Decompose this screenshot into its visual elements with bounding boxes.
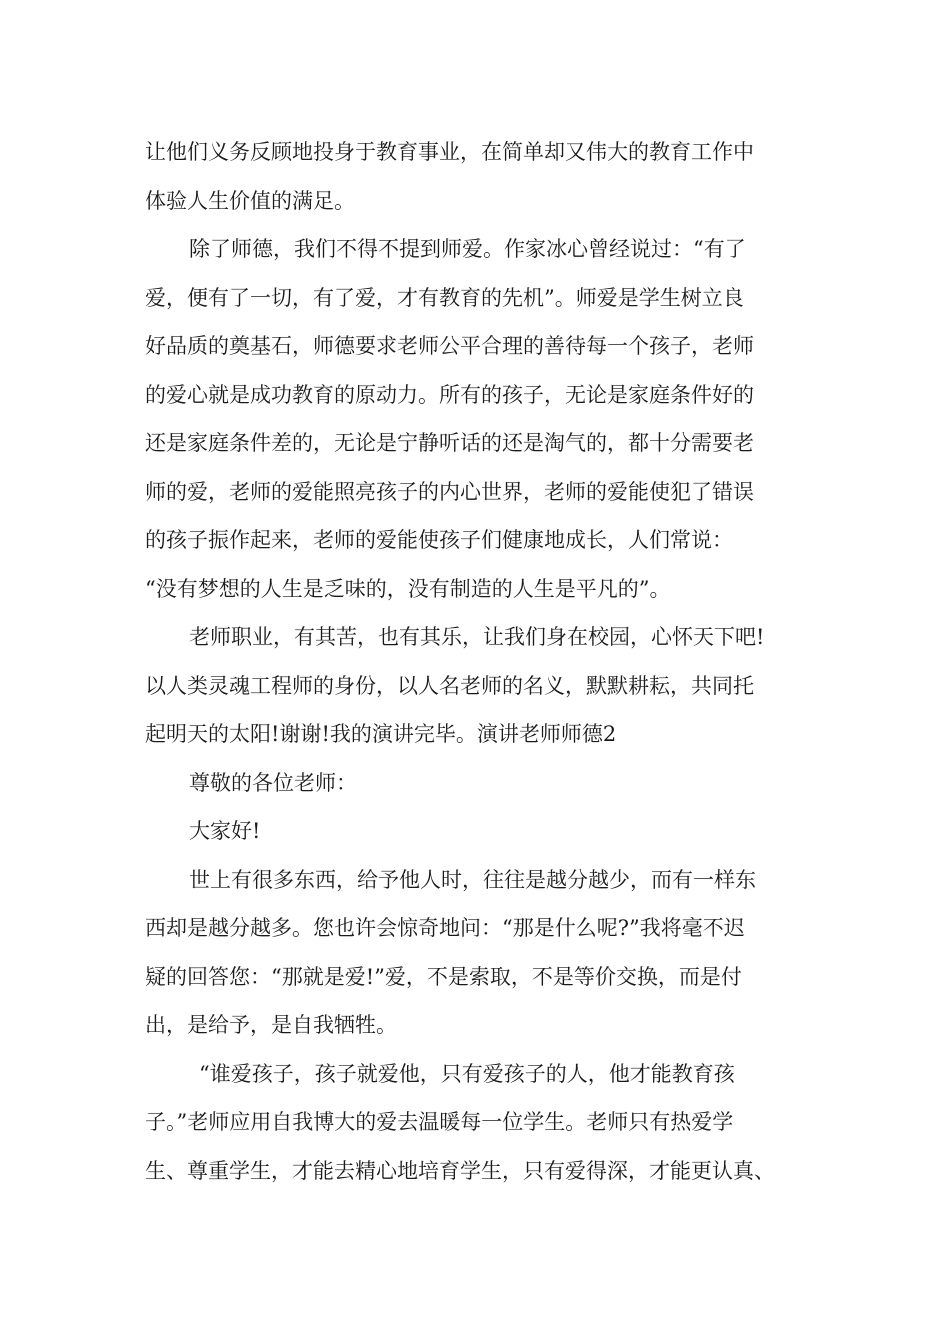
text-line: 疑的回答您：“那就是爱!”爱，不是索取，不是等价交换，而是付 [145,964,742,989]
text-line: 起明天的太阳!谢谢!我的演讲完毕。演讲老师师德2 [145,722,617,746]
text-line: 体验人生价值的满足。 [145,188,355,213]
text-line: 出，是给予，是自我牺牲。 [145,1013,397,1037]
greeting-line: 大家好! [189,819,261,843]
text-line: 西却是越分越多。您也许会惊奇地问：“那是什么呢?”我将毫不迟 [145,916,745,940]
text-line: 好品质的奠基石，师德要求老师公平合理的善待每一个孩子，老师 [145,334,754,358]
paragraph-start-line: 老师职业，有其苦，也有其乐，让我们身在校园，心怀天下吧! [189,625,765,649]
text-line: 还是家庭条件差的，无论是宁静听话的还是淘气的，都十分需要老 [145,431,754,455]
paragraph-start-line: 除了师德，我们不得不提到师爱。作家冰心曾经说过：“有了 [189,237,746,261]
salutation-line: 尊敬的各位老师： [189,770,357,795]
text-line: 生、尊重学生，才能去精心地培育学生，只有爱得深，才能更认真、 [145,1158,775,1183]
paragraph-start-line: 世上有很多东西，给予他人时，往往是越分越少，而有一样东 [189,867,756,892]
text-line: 爱，便有了一切，有了爱，才有教育的先机”。师爱是学生树立良 [145,285,744,310]
text-line: 让他们义务反顾地投身于教育事业，在简单却又伟大的教育工作中 [145,140,754,164]
text-line: “没有梦想的人生是乏味的，没有制造的人生是平凡的”。 [145,576,671,601]
document-body [145,128,825,1195]
text-line: 的爱心就是成功教育的原动力。所有的孩子，无论是家庭条件好的 [145,382,754,407]
text-line: 子。”老师应用自我博大的爱去温暖每一位学生。老师只有热爱学 [145,1110,734,1134]
paragraph-start-line: “谁爱孩子，孩子就爱他，只有爱孩子的人，他才能教育孩 [199,1061,735,1086]
text-line: 以人类灵魂工程师的身份，以人名老师的名义，默默耕耘，共同托 [145,673,754,698]
text-line: 的孩子振作起来，老师的爱能使孩子们健康地成长，人们常说： [145,528,733,552]
text-line: 师的爱，老师的爱能照亮孩子的内心世界，老师的爱能使犯了错误 [145,479,754,504]
